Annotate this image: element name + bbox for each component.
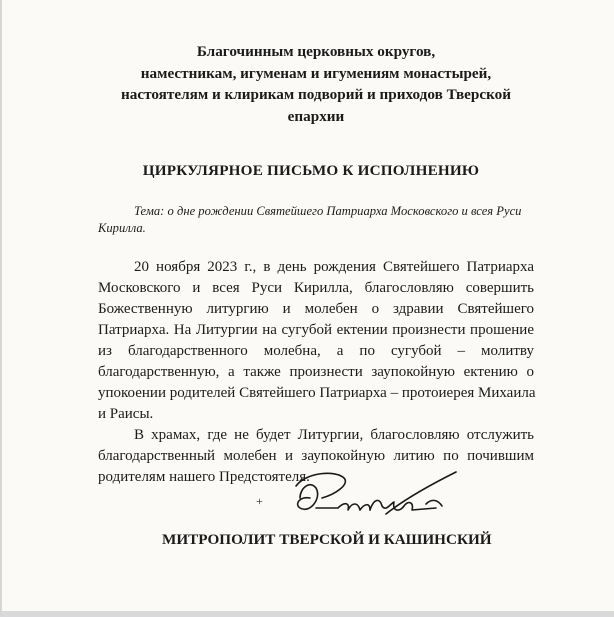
addressee-block (102, 41, 530, 127)
body-line: Патриарха. На Литургии на сугубой ектении произнести прошение (98, 322, 534, 338)
body-line: благодарственный молебен и заупокойную литию по почившим (98, 448, 534, 464)
topic-line: Кирилла. (98, 221, 146, 235)
addressee-line: Благочинным церковных округов, (196, 43, 436, 60)
topic-line: Тема: о дне рождении Святейшего Патриарха Московского и всея Руси (134, 204, 522, 218)
body-line: В храмах, где не будет Литургии, благословляю отслужить (134, 427, 534, 443)
signatory-title: МИТРОПОЛИТ ТВЕРСКОЙ И КАШИНСКИЙ (162, 531, 492, 548)
addressee-line: наместникам, игуменам и игумениям монастырей, (140, 64, 492, 82)
body-line: упокоении родителей Святейшего Патриарха – протоиерея Михаила (98, 385, 536, 401)
signature-area (252, 468, 472, 528)
cross-mark: + (256, 494, 263, 508)
addressee-line: епархии (287, 107, 345, 125)
body-line: 20 ноября 2023 г., в день рождения Святейшего Патриарха (134, 259, 534, 275)
handwritten-signature-icon (266, 468, 466, 528)
letter-body (98, 257, 534, 488)
document-heading: ЦИРКУЛЯРНОЕ ПИСЬМО К ИСПОЛНЕНИЮ (142, 162, 480, 179)
body-line: родителям нашего Предстоятеля. (98, 469, 310, 485)
body-line: благодарственную, а также произнести заупокойную ектению о (98, 364, 534, 380)
body-line: Божественную литургию и молебен о здравии Святейшего (98, 301, 534, 317)
body-line: из благодарственного молебна, а по сугубой – молитву (98, 343, 534, 359)
body-line: и Раисы. (98, 406, 154, 422)
topic-block (98, 203, 534, 237)
body-line: Московского и всея Руси Кирилла, благословляю совершить (98, 280, 534, 296)
addressee-line: настоятелям и клирикам подворий и приходов Тверской (121, 86, 511, 103)
